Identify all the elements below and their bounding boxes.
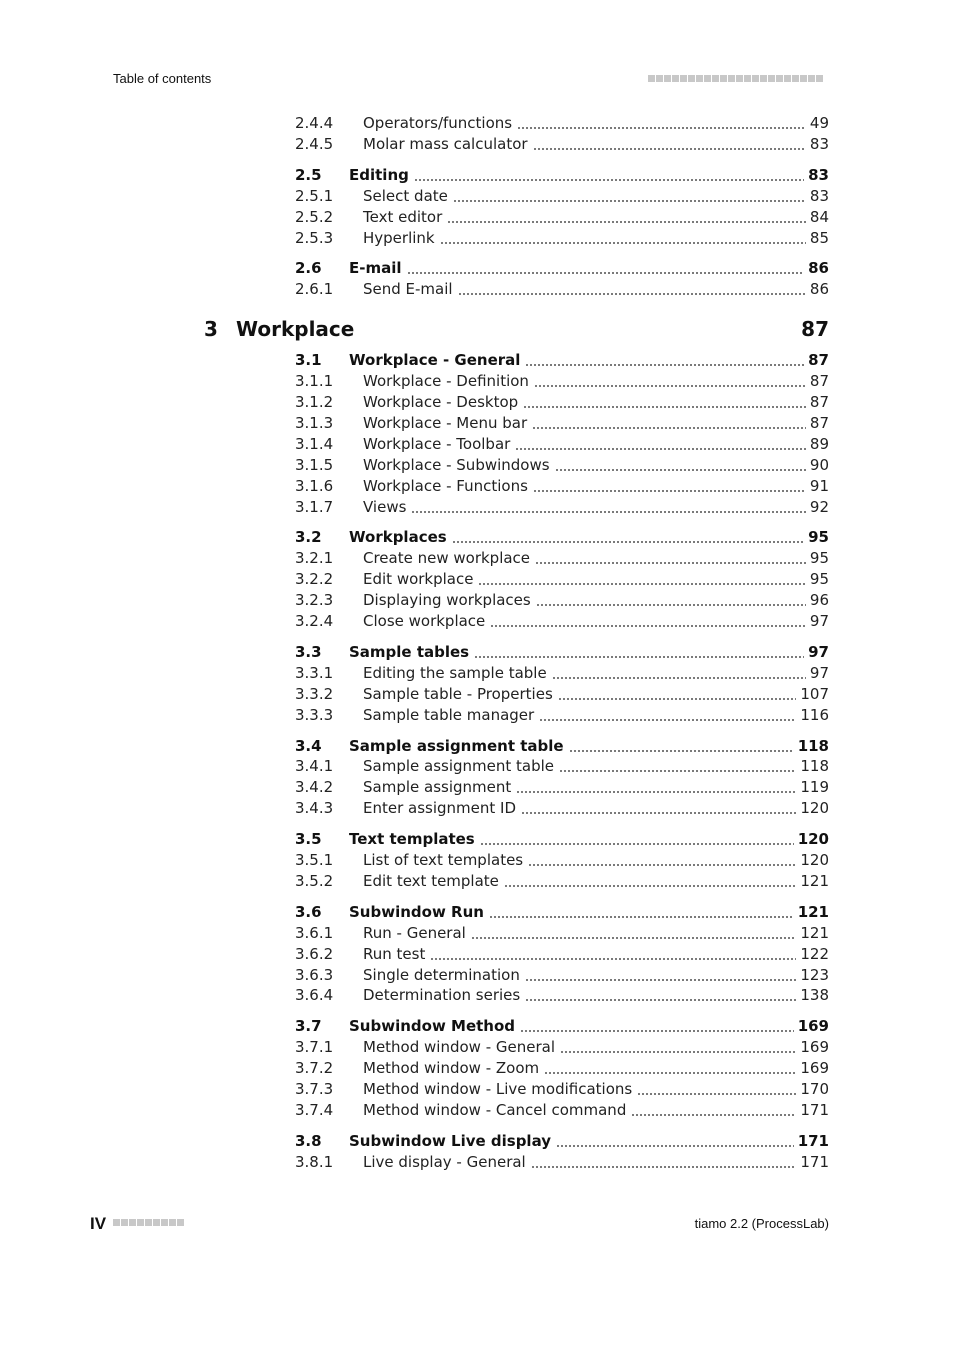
toc-subsection[interactable] <box>295 850 829 871</box>
toc-page-number: 89 <box>809 434 829 453</box>
toc-dot-leader <box>525 999 796 1001</box>
toc-title: Create new workplace <box>363 549 531 568</box>
toc-title: Molar mass calculator <box>363 134 528 153</box>
toc-page-number: 171 <box>800 1152 829 1171</box>
toc-title: Run test <box>363 944 426 963</box>
toc-chapter[interactable] <box>204 316 829 342</box>
toc-page-number: 122 <box>800 944 829 963</box>
toc-number: 3.1.1 <box>295 372 334 391</box>
toc-page-number: 121 <box>800 871 829 890</box>
toc-subsection[interactable] <box>295 476 829 497</box>
toc-title: Views <box>363 497 407 516</box>
toc-section[interactable] <box>295 350 829 371</box>
toc-page-number: 95 <box>808 528 829 547</box>
toc-number: 3.7 <box>295 1017 322 1036</box>
toc-title: Workplaces <box>349 528 447 547</box>
toc-number: 3.5.2 <box>295 871 334 890</box>
toc-subsection[interactable] <box>295 207 829 228</box>
footer-decoration-squares <box>113 1219 184 1226</box>
toc-number: 3.2.2 <box>295 570 334 589</box>
toc-page-number: 118 <box>797 736 829 755</box>
toc-title: Editing the sample table <box>363 663 547 682</box>
toc-dot-leader <box>480 843 794 845</box>
toc-title: Workplace - Subwindows <box>363 455 550 474</box>
toc-section[interactable] <box>295 258 829 279</box>
toc-subsection[interactable] <box>295 777 829 798</box>
toc-dot-leader <box>521 812 796 814</box>
toc-subsection[interactable] <box>295 944 829 965</box>
toc-number: 3.2.1 <box>295 549 334 568</box>
toc-title: Displaying workplaces <box>363 591 531 610</box>
toc-page-number: 171 <box>797 1131 829 1150</box>
toc-number: 3.2.3 <box>295 591 334 610</box>
toc-number: 3.1.3 <box>295 413 334 432</box>
toc-page-number: 83 <box>809 186 829 205</box>
toc-dot-leader <box>516 791 796 793</box>
toc-page-number: 96 <box>809 591 829 610</box>
header-title: Table of contents <box>113 71 212 86</box>
toc-page-number: 107 <box>800 684 829 703</box>
footer-product-name: tiamo 2.2 (ProcessLab) <box>694 1216 829 1231</box>
toc-title: Text editor <box>363 207 443 226</box>
toc-page-number: 171 <box>800 1100 829 1119</box>
toc-subsection[interactable] <box>295 663 829 684</box>
toc-title: Run - General <box>363 923 466 942</box>
toc-title: Sample assignment table <box>349 736 564 755</box>
toc-title: E-mail <box>349 259 402 278</box>
toc-section[interactable] <box>295 1016 829 1037</box>
toc-page-number: 121 <box>800 923 829 942</box>
toc-number: 3.4.3 <box>295 799 334 818</box>
toc-dot-leader <box>471 937 797 939</box>
toc-page-number: 123 <box>800 965 829 984</box>
toc-number: 3.7.3 <box>295 1080 334 1098</box>
toc-dot-leader <box>528 864 796 866</box>
toc-page-number: 83 <box>809 134 829 153</box>
toc-dot-leader <box>504 885 796 887</box>
toc-title: Hyperlink <box>363 228 435 247</box>
toc-dot-leader <box>447 221 806 223</box>
toc-page-number: 97 <box>809 663 829 682</box>
toc-dot-leader <box>411 511 805 513</box>
toc-page-number: 121 <box>797 902 829 921</box>
toc-subsection[interactable] <box>295 798 829 819</box>
toc-page-number: 119 <box>800 778 829 797</box>
toc-subsection[interactable] <box>295 705 829 726</box>
toc-title: Method window - General <box>363 1038 555 1057</box>
toc-title: Sample assignment <box>363 778 512 797</box>
toc-number: 2.6.1 <box>295 280 334 299</box>
toc-number: 3.1.5 <box>295 455 334 474</box>
toc-subsection[interactable] <box>295 1037 829 1058</box>
toc-dot-leader <box>539 719 796 721</box>
toc-title: Method window - Zoom <box>363 1059 540 1078</box>
toc-dot-leader <box>517 127 806 129</box>
toc-subsection[interactable] <box>295 756 829 777</box>
toc-page-number: 97 <box>808 642 829 661</box>
toc-subsection[interactable] <box>295 965 829 986</box>
toc-title: Text templates <box>349 830 475 849</box>
toc-section[interactable] <box>295 642 829 663</box>
toc-page-number: 87 <box>809 393 829 411</box>
toc-page-number: 87 <box>808 351 829 370</box>
toc-dot-leader <box>558 698 797 700</box>
toc-title: List of text templates <box>363 851 524 869</box>
toc-page-number: 49 <box>809 114 829 132</box>
toc-title: Workplace - Desktop <box>363 393 519 411</box>
toc-number: 3.6.4 <box>295 986 334 1005</box>
toc-dot-leader <box>458 293 806 295</box>
toc-page-number: 169 <box>800 1059 829 1078</box>
toc-dot-leader <box>535 562 806 564</box>
toc-dot-leader <box>453 200 806 202</box>
toc-number: 3.4.2 <box>295 778 334 797</box>
toc-subsection[interactable] <box>295 186 829 207</box>
toc-number: 2.4.4 <box>295 114 334 132</box>
toc-title: Editing <box>349 165 409 184</box>
toc-page-number: 116 <box>800 705 829 724</box>
toc-page-number: 120 <box>797 830 829 849</box>
toc-dot-leader <box>452 541 804 543</box>
toc-dot-leader <box>525 979 797 981</box>
toc-page-number: 83 <box>808 165 829 184</box>
toc-subsection[interactable] <box>295 611 829 632</box>
toc-number: 2.5.2 <box>295 207 334 226</box>
toc-title: Determination series <box>363 986 521 1005</box>
toc-page-number: 138 <box>800 986 829 1005</box>
toc-dot-leader <box>531 1166 797 1168</box>
toc-title: Sample table - Properties <box>363 684 553 703</box>
toc-dot-leader <box>440 242 806 244</box>
toc-subsection[interactable] <box>295 392 829 413</box>
toc-number: 3.2 <box>295 528 322 547</box>
toc-page-number: 120 <box>800 799 829 818</box>
toc-number: 3.2.4 <box>295 612 334 630</box>
toc-title: Method window - Live modifications <box>363 1080 633 1098</box>
footer-page-number: IV <box>90 1214 107 1233</box>
toc-number: 3.6 <box>295 902 322 921</box>
toc-page-number: 86 <box>809 280 829 299</box>
toc-dot-leader <box>478 583 805 585</box>
toc-number: 3.3.2 <box>295 684 334 703</box>
toc-title: Sample table manager <box>363 705 535 724</box>
toc-subsection[interactable] <box>295 1152 829 1173</box>
toc-title: Live display - General <box>363 1152 526 1171</box>
toc-dot-leader <box>534 385 806 387</box>
toc-page-number: 169 <box>800 1038 829 1057</box>
toc-title: Edit workplace <box>363 570 474 589</box>
toc-title: Sample assignment table <box>363 757 555 776</box>
toc-subsection[interactable] <box>295 279 829 300</box>
toc-number: 3.7.1 <box>295 1038 334 1057</box>
toc-page-number: 87 <box>809 372 829 391</box>
toc-number: 3.3.3 <box>295 705 334 724</box>
toc-dot-leader <box>490 625 806 627</box>
toc-number: 3.3 <box>295 642 322 661</box>
toc-number: 3.6.3 <box>295 965 334 984</box>
toc-title: Subwindow Live display <box>349 1131 552 1150</box>
toc-dot-leader <box>520 1030 794 1032</box>
toc-page-number: 95 <box>809 549 829 568</box>
toc-dot-leader <box>559 770 796 772</box>
toc-number: 3.6.2 <box>295 944 334 963</box>
toc-number: 3.1.2 <box>295 393 334 411</box>
header-decoration-squares <box>648 75 823 82</box>
toc-dot-leader <box>533 148 806 150</box>
toc-page-number: 90 <box>809 455 829 474</box>
toc-subsection[interactable] <box>295 548 829 569</box>
toc-dot-leader <box>569 750 794 752</box>
toc-title: Workplace - Menu bar <box>363 413 528 432</box>
toc-subsection[interactable] <box>295 684 829 705</box>
toc-dot-leader <box>407 272 805 274</box>
toc-subsection[interactable] <box>295 871 829 892</box>
toc-subsection[interactable] <box>295 455 829 476</box>
toc-dot-leader <box>637 1093 796 1095</box>
toc-subsection[interactable] <box>295 434 829 455</box>
toc-subsection[interactable] <box>295 113 829 134</box>
toc-number: 2.6 <box>295 259 322 278</box>
toc-subsection[interactable] <box>295 1100 829 1121</box>
toc-dot-leader <box>555 469 806 471</box>
toc-number: 3.5 <box>295 830 322 849</box>
toc-number: 3 <box>204 317 218 342</box>
toc-title: Method window - Cancel command <box>363 1100 627 1119</box>
toc-title: Subwindow Method <box>349 1017 516 1036</box>
toc-title: Subwindow Run <box>349 902 484 921</box>
toc-dot-leader <box>560 1051 796 1053</box>
toc-section[interactable] <box>295 902 829 923</box>
toc-page-number: 118 <box>800 757 829 776</box>
toc-section[interactable] <box>295 829 829 850</box>
toc-page-number: 92 <box>809 497 829 516</box>
toc-dot-leader <box>523 406 806 408</box>
toc-title: Workplace <box>236 317 355 342</box>
toc-page-number: 86 <box>808 259 829 278</box>
toc-page-number: 97 <box>809 612 829 630</box>
toc-title: Sample tables <box>349 642 470 661</box>
toc-subsection[interactable] <box>295 590 829 611</box>
toc-subsection[interactable] <box>295 985 829 1006</box>
toc-page-number: 120 <box>800 851 829 869</box>
toc-dot-leader <box>552 677 806 679</box>
toc-page-number: 91 <box>809 476 829 495</box>
toc-title: Edit text template <box>363 871 499 890</box>
toc-number: 3.4 <box>295 736 322 755</box>
toc-dot-leader <box>489 916 794 918</box>
toc-dot-leader <box>430 958 796 960</box>
toc-dot-leader <box>414 179 804 181</box>
toc-dot-leader <box>515 448 806 450</box>
toc-title: Close workplace <box>363 612 486 630</box>
toc-page-number: 87 <box>801 317 829 342</box>
toc-number: 3.5.1 <box>295 851 334 869</box>
toc-subsection[interactable] <box>295 134 829 155</box>
toc-dot-leader <box>525 364 804 366</box>
toc-number: 3.6.1 <box>295 923 334 942</box>
toc-page-number: 87 <box>809 413 829 432</box>
toc-number: 3.7.4 <box>295 1100 334 1119</box>
toc-page-number: 170 <box>800 1080 829 1098</box>
toc-subsection[interactable] <box>295 1058 829 1079</box>
toc-number: 3.7.2 <box>295 1059 334 1078</box>
toc-page-number: 85 <box>809 228 829 247</box>
toc-number: 3.1.4 <box>295 434 334 453</box>
toc-subsection[interactable] <box>295 923 829 944</box>
toc-section[interactable] <box>295 1131 829 1152</box>
toc-page-number: 84 <box>809 207 829 226</box>
toc-number: 3.4.1 <box>295 757 334 776</box>
toc-number: 3.3.1 <box>295 663 334 682</box>
toc-subsection[interactable] <box>295 228 829 249</box>
toc-page-number: 95 <box>809 570 829 589</box>
toc-dot-leader <box>533 490 806 492</box>
toc-dot-leader <box>536 604 806 606</box>
toc-subsection[interactable] <box>295 371 829 392</box>
toc-dot-leader <box>532 427 806 429</box>
toc-section[interactable] <box>295 736 829 757</box>
toc-subsection[interactable] <box>295 497 829 518</box>
toc-page-number: 169 <box>797 1017 829 1036</box>
toc-number: 3.8.1 <box>295 1152 334 1171</box>
toc-subsection[interactable] <box>295 413 829 434</box>
toc-number: 3.1.7 <box>295 497 334 516</box>
toc-title: Enter assignment ID <box>363 799 517 818</box>
toc-title: Workplace - Definition <box>363 372 529 391</box>
toc-title: Single determination <box>363 965 520 984</box>
toc-number: 2.4.5 <box>295 134 334 153</box>
toc-section[interactable] <box>295 527 829 548</box>
toc-number: 2.5 <box>295 165 322 184</box>
toc-title: Operators/functions <box>363 114 513 132</box>
toc-section[interactable] <box>295 165 829 186</box>
toc-number: 3.1.6 <box>295 476 334 495</box>
toc-number: 3.8 <box>295 1131 322 1150</box>
toc-title: Send E-mail <box>363 280 453 299</box>
toc-number: 3.1 <box>295 351 322 370</box>
toc-title: Workplace - Functions <box>363 476 528 495</box>
toc-title: Workplace - Toolbar <box>363 434 511 453</box>
toc-title: Select date <box>363 186 448 205</box>
toc-dot-leader <box>556 1145 794 1147</box>
toc-subsection[interactable] <box>295 1079 829 1100</box>
toc-title: Workplace - General <box>349 351 521 370</box>
toc-dot-leader <box>474 656 804 658</box>
toc-dot-leader <box>631 1114 796 1116</box>
toc-number: 2.5.3 <box>295 228 334 247</box>
toc-dot-leader <box>544 1072 796 1074</box>
toc-subsection[interactable] <box>295 569 829 590</box>
toc-number: 2.5.1 <box>295 186 334 205</box>
